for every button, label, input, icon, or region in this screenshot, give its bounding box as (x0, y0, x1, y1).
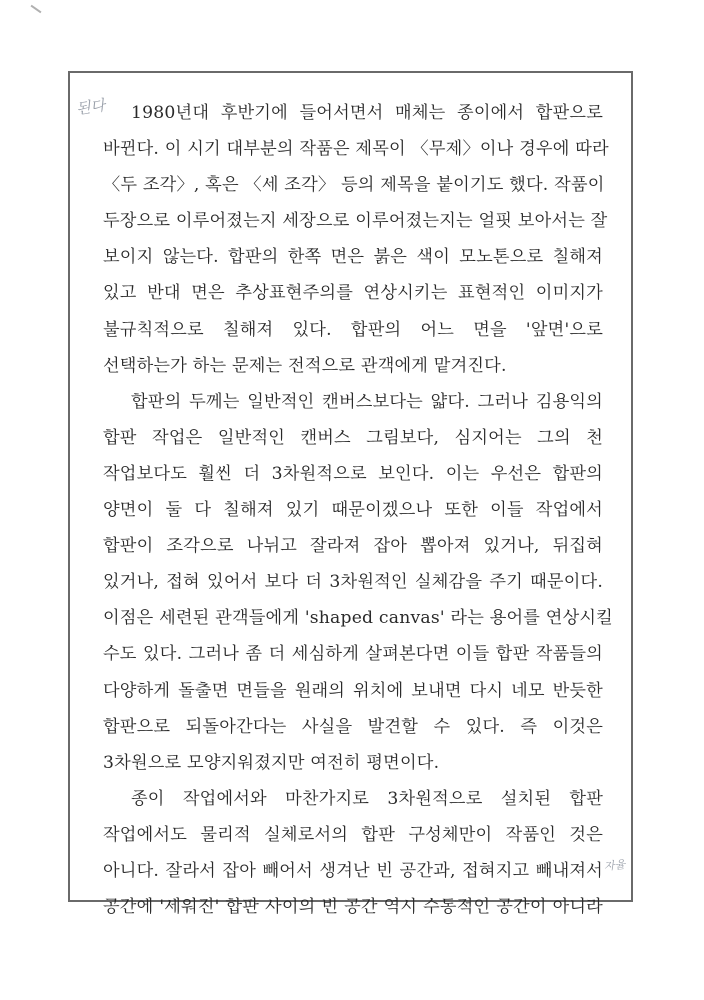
text-line: 3차원으로 모양지워졌지만 여전히 평면이다. (103, 752, 440, 773)
text-line: 합판으로 되돌아간다는 사실을 발견할 수 있다. 즉 이것은 (103, 716, 603, 737)
text-line: 아니다. 잘라서 잡아 빼어서 생겨난 빈 공간과, 접혀지고 빼내져서 (103, 860, 603, 881)
text-line: 보이지 않는다. 합판의 한쪽 면은 붉은 색이 모노톤으로 칠해져 (103, 247, 603, 268)
text-line: 작업에서도 물리적 실체로서의 합판 구성체만이 작품인 것은 (103, 824, 603, 845)
text-line: 종이 작업에서와 마찬가지로 3차원적으로 설치된 합판 (131, 788, 603, 809)
text-line: 1980년대 후반기에 들어서면서 매체는 종이에서 합판으로 (131, 103, 603, 123)
text-line: 작업보다도 훨씬 더 3차원적으로 보인다. 이는 우선은 합판의 (103, 463, 603, 484)
text-line: 있고 반대 면은 추상표현주의를 연상시키는 표현적인 이미지가 (103, 283, 603, 304)
text-line: 선택하는가 하는 문제는 전적으로 관객에게 맡겨진다. (103, 355, 507, 376)
handwritten-note-right: 자율 (603, 857, 626, 874)
text-line: 합판이 조각으로 나뉘고 잘라져 잡아 뽑아져 있거나, 뒤집혀 (103, 536, 603, 557)
text-line: 있거나, 접혀 있어서 보다 더 3차원적인 실체감을 주기 때문이다. (103, 572, 603, 593)
text-frame (68, 71, 633, 918)
handwritten-note-left: 된다 (74, 96, 107, 118)
text-line: 두장으로 이루어졌는지 세장으로 이루어졌는지는 얼핏 보아서는 잘 (103, 211, 608, 232)
text-line: 불규칙적으로 칠해져 있다. 합판의 어느 면을 '앞면'으로 (103, 319, 603, 340)
text-line: 〈두 조각〉, 혹은 〈세 조각〉 등의 제목을 붙이기도 했다. 작품이 (103, 175, 605, 196)
text-line: 합판의 두께는 일반적인 캔버스보다는 얇다. 그러나 김용익의 (131, 391, 603, 412)
text-line: 바뀐다. 이 시기 대부분의 작품은 제목이 〈무제〉이나 경우에 따라 (103, 139, 609, 160)
text-line: 공간에 '세워진' 합판 사이의 빈 공간 역시 수동적인 공간이 아니라 (103, 897, 603, 918)
document-body (103, 95, 613, 925)
scan-artifact (31, 5, 42, 14)
text-line: 수도 있다. 그러나 좀 더 세심하게 살펴본다면 이들 합판 작품들의 (103, 644, 603, 665)
text-line: 양면이 둘 다 칠해져 있기 때문이겠으나 또한 이들 작업에서 (103, 500, 603, 521)
text-line: 합판 작업은 일반적인 캔버스 그림보다, 심지어는 그의 천 (103, 427, 603, 448)
text-line: 이점은 세련된 관객들에게 'shaped canvas' 라는 용어를 연상시킬 (103, 608, 613, 629)
text-line: 다양하게 돌출면 면들을 원래의 위치에 보내면 다시 네모 반듯한 (103, 680, 603, 701)
